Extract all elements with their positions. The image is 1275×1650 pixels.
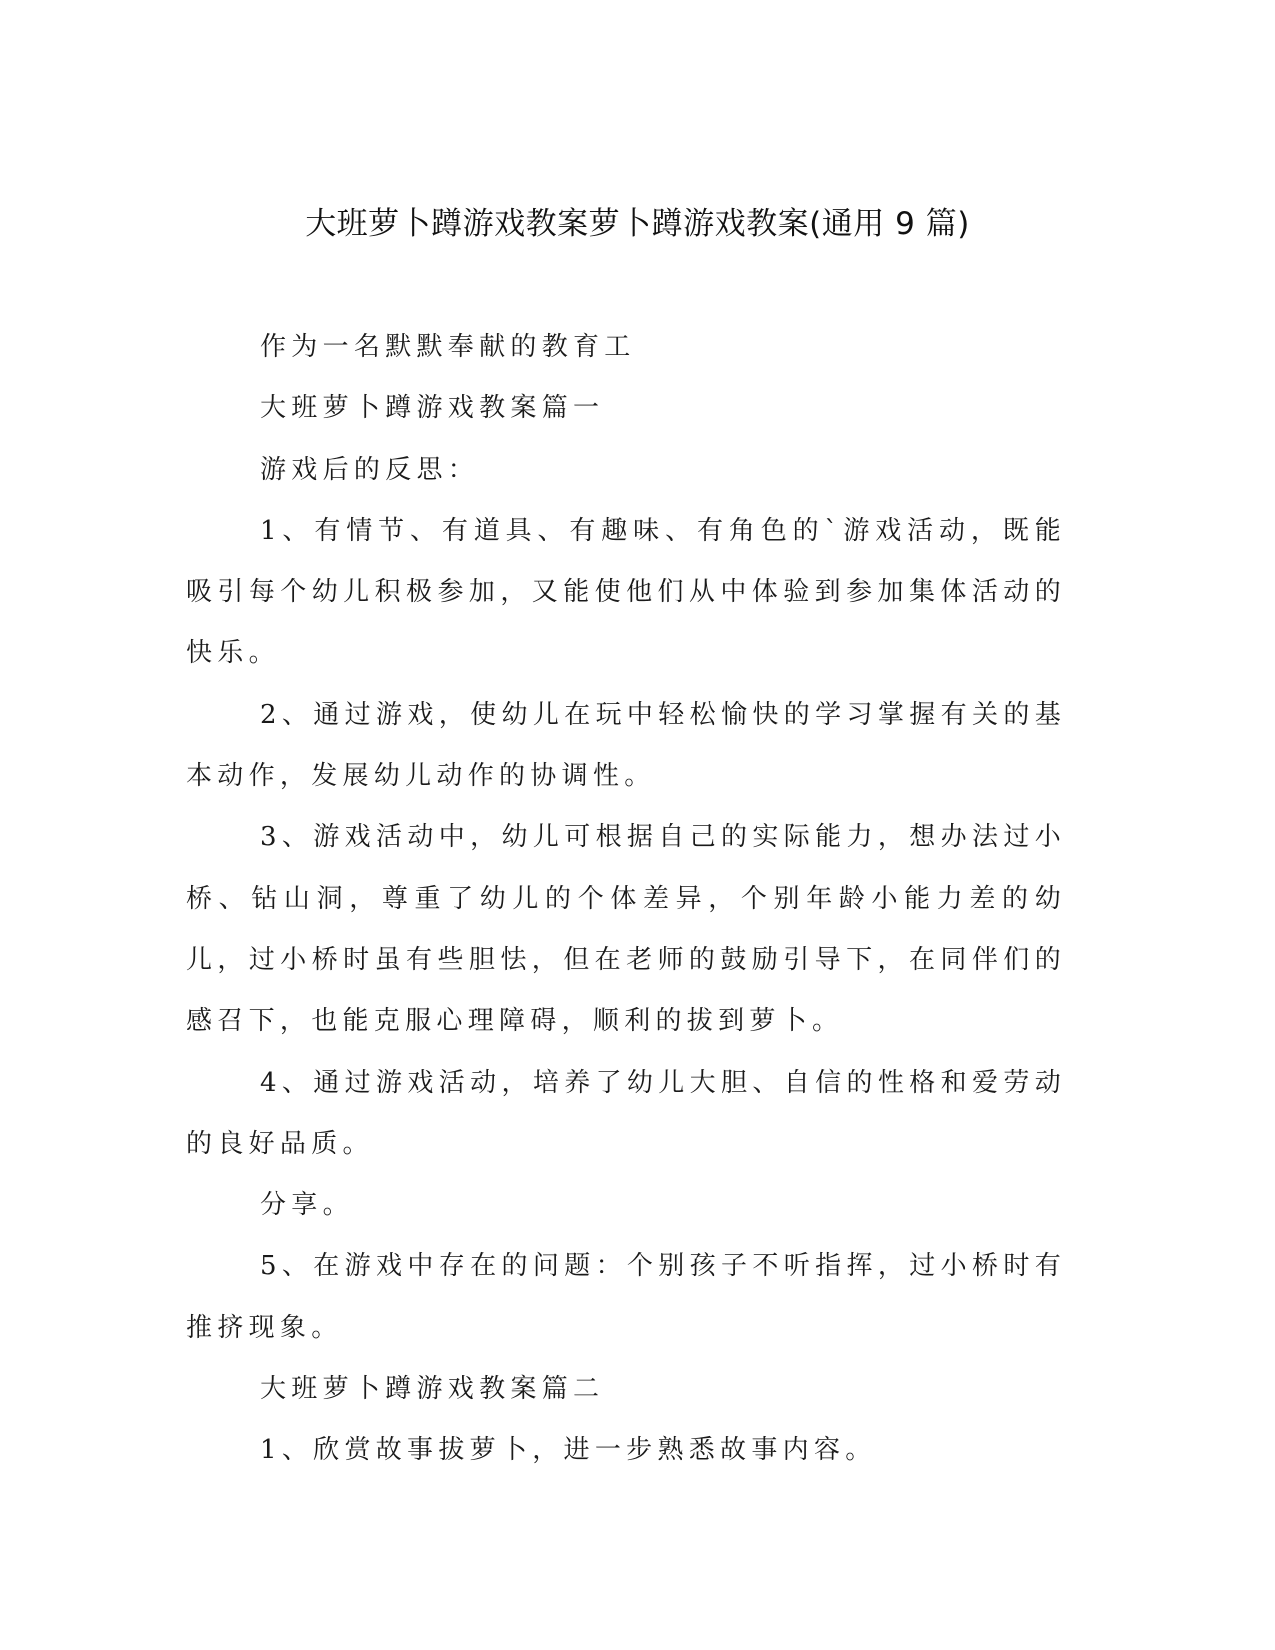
paragraph-share: 分享。 [260,1190,354,1221]
document-body [186,317,1066,1482]
paragraph-item-2: 2、通过游戏，使幼儿在玩中轻松愉快的学习掌握有关的基本动作，发展幼儿动作的协调性。 [186,699,1066,792]
document-title: 大班萝卜蹲游戏教案萝卜蹲游戏教案(通用 9 篇) [305,206,970,242]
section-heading-two: 大班萝卜蹲游戏教案篇二 [260,1374,605,1405]
paragraph-item-5: 5、在游戏中存在的问题：个别孩子不听指挥，过小桥时有推挤现象。 [186,1251,1066,1343]
paragraph-goal-1: 1、欣赏故事拔萝卜，进一步熟悉故事内容。 [260,1435,877,1466]
paragraph-intro: 作为一名默默奉献的教育工 [260,332,636,362]
paragraph-item-4: 4、通过游戏活动，培养了幼儿大胆、自信的性格和爱劳动的良好品质。 [186,1067,1066,1159]
section-heading-one: 大班萝卜蹲游戏教案篇一 [260,393,605,424]
paragraph-reflection-heading: 游戏后的反思： [260,454,480,485]
paragraph-item-1: 1、有情节、有道具、有趣味、有角色的`游戏活动，既能吸引每个幼儿积极参加，又能使他们从中体验到参加集体活动的快乐。 [186,515,1066,669]
paragraph-item-3: 3、游戏活动中，幼儿可根据自己的实际能力，想办法过小桥、钻山洞，尊重了幼儿的个体差异，个别年龄小能力差的幼儿，过小桥时虽有些胆怯，但在老师的鼓励引导下，在同伴们的感召下，也能克服心理障碍，顺利的拔到萝卜。 [186,822,1066,1037]
